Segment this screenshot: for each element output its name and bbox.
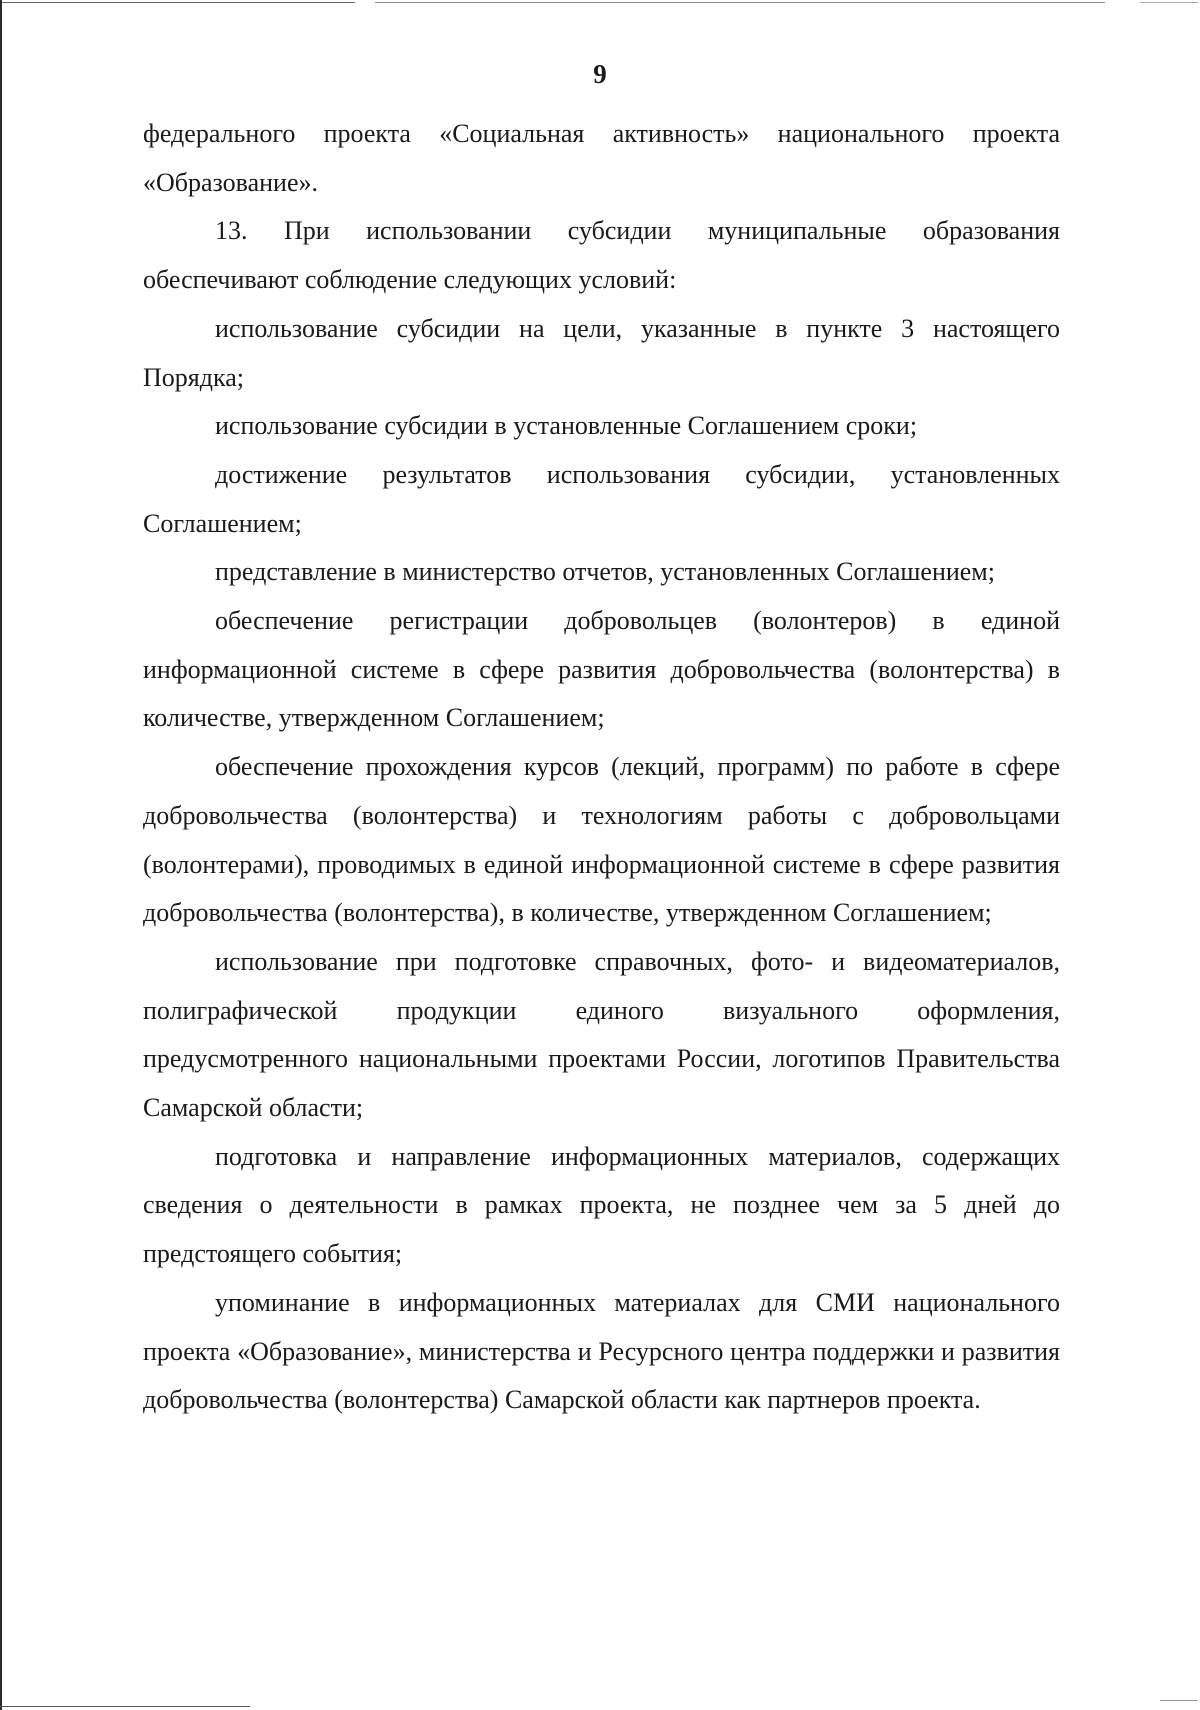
scan-artifact-top <box>0 2 355 3</box>
paragraph: упоминание в информационных материалах для СМИ национального проекта «Образование», министерства и Ресурсного центра поддержки и развития добровольчества (волонтерства) Самарской области как партнеров проекта. <box>143 1287 1060 1415</box>
paragraph: использование при подготовке справочных, фото- и видеоматериалов, полиграфической продукции единого визуального оформления, предусмотренного национальными проектами России, логотипов Правительства Самарской области; <box>143 946 1060 1123</box>
scan-artifact-left-edge <box>0 0 2 1710</box>
paragraph: представление в министерство отчетов, установленных Соглашением; <box>215 557 995 587</box>
document-body <box>143 110 1060 1425</box>
paragraph: использование субсидии на цели, указанные в пункте 3 настоящего Порядка; <box>143 313 1060 392</box>
paragraph: обеспечение прохождения курсов (лекций, программ) по работе в сфере добровольчества (волонтерства) и технологиям работы с добровольцами (волонтерами), проводимых в единой информационной системе в сфере развития добровольчества (волонтерства), в количестве, утвержденном Соглашением; <box>143 752 1060 928</box>
paragraph: подготовка и направление информационных материалов, содержащих сведения о деятельности в рамках проекта, не позднее чем за 5 дней до предстоящего события; <box>143 1141 1060 1269</box>
paragraph: 13. При использовании субсидии муниципальные образования обеспечивают соблюдение следующих условий: <box>143 216 1060 295</box>
paragraph: использование субсидии в установленные Соглашением сроки; <box>215 411 918 441</box>
paragraph: обеспечение регистрации добровольцев (волонтеров) в единой информационной системе в сфере развития добровольчества (волонтерства) в количестве, утвержденном Соглашением; <box>143 606 1060 733</box>
scan-artifact-top <box>1140 2 1198 3</box>
scan-artifact-bottom <box>0 1706 250 1707</box>
scan-artifact-bottom <box>1160 1700 1198 1701</box>
scan-artifact-top <box>375 2 1105 3</box>
paragraph: федерального проекта «Социальная активность» национального проекта «Образование». <box>143 119 1060 197</box>
paragraph: достижение результатов использования субсидии, установленных Соглашением; <box>143 459 1060 538</box>
page-number: 9 <box>593 59 607 89</box>
